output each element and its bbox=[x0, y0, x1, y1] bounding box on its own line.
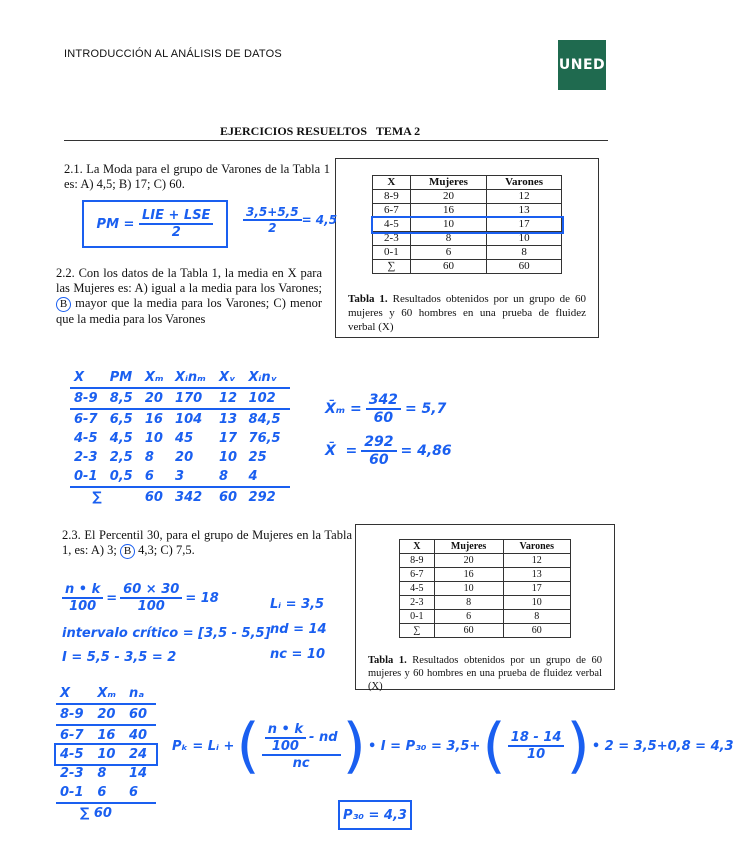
hw-cell: 4-5 bbox=[74, 431, 98, 446]
table-cell: 6-7 bbox=[400, 568, 435, 582]
caption-text: Resultados obtenidos por un grupo de 60 mujeres y 60 hombres en una prueba de fluidez verbal (X) bbox=[368, 655, 602, 692]
fraction-numerator: n • k bbox=[62, 582, 103, 599]
hw-cell bbox=[106, 487, 141, 507]
formula-minus: - nd bbox=[309, 730, 338, 745]
hw-cell: 24 bbox=[129, 747, 148, 762]
table-cell: 60 bbox=[487, 260, 562, 274]
question-text: El Percentil 30, para el grupo de Mujeres en la Tabla 1, es: A) 3; bbox=[62, 528, 352, 557]
hw-header: Xᵥ bbox=[218, 370, 236, 385]
table-cell: 60 bbox=[503, 624, 570, 638]
table-row bbox=[373, 190, 562, 204]
question-2-3 bbox=[62, 528, 352, 559]
mean-label: X̄ = bbox=[325, 443, 358, 459]
caption-text: Resultados obtenidos por un grupo de 60 mujeres y 60 hombres en una prueba de fluidez verbal (X) bbox=[348, 293, 586, 333]
question-text: mayor que la media para los Varones; C) menor que la media para los Varones bbox=[56, 296, 322, 326]
mean-label: X̄ₘ = bbox=[325, 401, 362, 417]
hw-cell: 12 bbox=[218, 391, 238, 406]
table-row bbox=[400, 610, 571, 624]
question-number: 2.3. bbox=[62, 528, 81, 542]
table-cell: 8-9 bbox=[373, 190, 411, 204]
data-table bbox=[372, 175, 562, 274]
nk-calculation bbox=[62, 582, 219, 614]
hw-cell: 8,5 bbox=[109, 391, 133, 406]
table-cell: 60 bbox=[410, 260, 486, 274]
critical-interval: intervalo crítico = [3,5 - 5,5] bbox=[62, 626, 271, 641]
hw-cell: 40 bbox=[129, 728, 148, 743]
table-caption bbox=[348, 292, 586, 334]
table-cell: 20 bbox=[434, 554, 503, 568]
answer-box: P₃₀ = 4,3 bbox=[338, 800, 412, 830]
hw-row bbox=[70, 409, 290, 429]
hw-cell: 45 bbox=[175, 431, 194, 446]
hw-cell: ∑ 60 bbox=[80, 806, 112, 821]
hw-cell: 60 bbox=[129, 707, 148, 722]
hw-cell: ∑ bbox=[92, 490, 102, 505]
table-cell: 13 bbox=[487, 204, 562, 218]
hw-cell: 20 bbox=[144, 391, 163, 406]
hw-cell: 3 bbox=[175, 469, 185, 484]
fraction-numerator: 292 bbox=[361, 434, 396, 452]
formula-lhs: Pₖ = Lᵢ + bbox=[172, 738, 235, 754]
table-cell: 16 bbox=[434, 568, 503, 582]
hw-cell: 170 bbox=[175, 391, 203, 406]
lower-limit: Lᵢ = 3,5 bbox=[270, 597, 325, 612]
hw-cell: 4 bbox=[248, 469, 258, 484]
table-row bbox=[400, 582, 571, 596]
header-title: INTRODUCCIÓN AL ANÁLISIS DE DATOS bbox=[64, 48, 282, 60]
hw-cell: 6,5 bbox=[109, 412, 133, 427]
table-row-highlighted bbox=[373, 218, 562, 232]
hw-cell: 292 bbox=[248, 490, 276, 505]
fraction-denominator: 100 bbox=[137, 599, 165, 614]
fraction-denominator: 2 bbox=[268, 221, 277, 235]
hw-cell: 0-1 bbox=[74, 469, 98, 484]
calc-fraction bbox=[120, 582, 182, 614]
hw-cell: 17 bbox=[218, 431, 238, 446]
table-cell: ∑ bbox=[373, 260, 411, 274]
fraction-numerator: 3,5+5,5 bbox=[243, 205, 302, 221]
table-cell: 12 bbox=[487, 190, 562, 204]
table-row-sum bbox=[400, 624, 571, 638]
table-row bbox=[400, 554, 571, 568]
hw-row bbox=[56, 783, 156, 803]
mean-result: = 5,7 bbox=[404, 401, 447, 417]
question-number: 2.1. bbox=[64, 162, 83, 176]
hw-row bbox=[56, 725, 156, 745]
paren-open: ( bbox=[482, 711, 506, 781]
table-cell: 6-7 bbox=[373, 204, 411, 218]
table-cell: 20 bbox=[410, 190, 486, 204]
table-cell: 10 bbox=[434, 582, 503, 596]
hw-cell: 6 bbox=[144, 469, 154, 484]
hw-cell: 6 bbox=[129, 785, 139, 800]
fraction-numerator bbox=[262, 722, 341, 756]
hw-cell: 20 bbox=[97, 707, 116, 722]
formula-fraction bbox=[262, 722, 341, 771]
hw-cell: 6-7 bbox=[74, 412, 98, 427]
hw-cumulative-table bbox=[56, 684, 156, 823]
nc-value: nc = 10 bbox=[270, 647, 325, 662]
table-row bbox=[400, 568, 571, 582]
caption-label: Tabla 1. bbox=[348, 293, 388, 305]
hw-sum-row bbox=[56, 803, 156, 823]
table-cell: 6 bbox=[434, 610, 503, 624]
table-cell: 8 bbox=[487, 246, 562, 260]
hw-cell: 10 bbox=[218, 450, 238, 465]
hw-cell: 2,5 bbox=[109, 450, 133, 465]
table-cell: 13 bbox=[503, 568, 570, 582]
hw-row bbox=[70, 429, 290, 448]
table-cell: 8 bbox=[434, 596, 503, 610]
hw-cell: 6 bbox=[97, 785, 107, 800]
nk-fraction bbox=[62, 582, 103, 614]
calc-result: = 4,5 bbox=[301, 213, 338, 227]
table-cell: 10 bbox=[487, 232, 562, 246]
hw-cell: 4-5 bbox=[60, 747, 84, 762]
table-cell: 2-3 bbox=[373, 232, 411, 246]
hw-cell: 8-9 bbox=[74, 391, 98, 406]
hw-cell: 0,5 bbox=[109, 469, 133, 484]
percentile-formula bbox=[172, 711, 734, 781]
table-cell: 0-1 bbox=[373, 246, 411, 260]
table-cell: 12 bbox=[503, 554, 570, 568]
table-row bbox=[400, 596, 571, 610]
fraction-numerator: n • k bbox=[265, 722, 306, 739]
table-cell: 60 bbox=[434, 624, 503, 638]
hw-header: Xₘ bbox=[144, 370, 164, 385]
paren-open: ( bbox=[236, 711, 260, 781]
table-cell: 4-5 bbox=[373, 218, 411, 232]
table-cell: 10 bbox=[410, 218, 486, 232]
fraction-denominator: 100 bbox=[69, 599, 97, 614]
question-2-1 bbox=[64, 162, 330, 192]
interval-width: I = 5,5 - 3,5 = 2 bbox=[62, 650, 177, 665]
hw-row bbox=[56, 704, 156, 725]
hw-cell: 0-1 bbox=[60, 785, 84, 800]
hw-cell: 14 bbox=[129, 766, 148, 781]
section-title: EJERCICIOS RESUELTOS TEMA 2 bbox=[220, 124, 421, 138]
hw-cell: 2-3 bbox=[74, 450, 98, 465]
hw-cell: 25 bbox=[248, 450, 267, 465]
question-2-2 bbox=[56, 266, 322, 327]
hw-cell: 60 bbox=[218, 490, 238, 505]
hw-header: X bbox=[74, 370, 85, 385]
calc-result: = 18 bbox=[185, 590, 219, 606]
hw-cell: 84,5 bbox=[248, 412, 281, 427]
hw-cell: 10 bbox=[97, 747, 116, 762]
hw-cell: 60 bbox=[144, 490, 163, 505]
paren-close: ) bbox=[342, 711, 366, 781]
hw-cell: 102 bbox=[248, 391, 276, 406]
mean-result: = 4,86 bbox=[400, 443, 452, 459]
fraction-numerator: 60 × 30 bbox=[120, 582, 182, 599]
hw-cell: 13 bbox=[218, 412, 238, 427]
equals-sign: = bbox=[106, 590, 118, 606]
mean-men bbox=[325, 434, 452, 468]
value-fraction bbox=[508, 730, 565, 762]
table1-box bbox=[335, 158, 599, 338]
table-row-sum bbox=[373, 260, 562, 274]
table-cell: 17 bbox=[487, 218, 562, 232]
table-row bbox=[373, 204, 562, 218]
mean-women bbox=[325, 392, 446, 426]
hw-cell: 16 bbox=[97, 728, 116, 743]
question-number: 2.2. bbox=[56, 266, 75, 280]
nd-value: nd = 14 bbox=[270, 622, 327, 637]
fraction-numerator: 18 - 14 bbox=[508, 730, 565, 747]
fraction-denominator: 100 bbox=[271, 738, 299, 754]
pm-fraction bbox=[139, 208, 213, 240]
caption-label: Tabla 1. bbox=[368, 655, 407, 666]
table-row bbox=[373, 232, 562, 246]
fraction-denominator: 2 bbox=[171, 225, 181, 240]
hw-row-highlighted bbox=[56, 745, 156, 764]
table-cell: 4-5 bbox=[400, 582, 435, 596]
fraction-numerator: 342 bbox=[366, 392, 401, 410]
hw-header: Xᵢnₘ bbox=[175, 370, 206, 385]
hw-header: X bbox=[60, 686, 71, 701]
hw-cell: 342 bbox=[175, 490, 203, 505]
hw-cell: 8 bbox=[144, 450, 154, 465]
formula-mid: • I = P₃₀ = 3,5+ bbox=[367, 738, 481, 754]
pm-label: PM = bbox=[96, 216, 135, 232]
table-header: X bbox=[400, 540, 435, 554]
hw-cell: 10 bbox=[144, 431, 163, 446]
section-rule bbox=[64, 140, 608, 141]
hw-row bbox=[56, 764, 156, 783]
table-header: X bbox=[373, 176, 411, 190]
hw-header: PM bbox=[109, 370, 133, 385]
fraction-denominator: 10 bbox=[527, 747, 546, 762]
table-cell: 8 bbox=[410, 232, 486, 246]
table-caption bbox=[368, 654, 602, 693]
table-header: Mujeres bbox=[410, 176, 486, 190]
hw-cell: 8 bbox=[97, 766, 107, 781]
fraction-denominator: 60 bbox=[369, 452, 389, 468]
formula-tail: • 2 = 3,5+0,8 = 4,3 bbox=[591, 738, 734, 754]
fraction-numerator: LIE + LSE bbox=[139, 208, 213, 225]
hw-means-table bbox=[70, 368, 290, 507]
pm-calculation bbox=[243, 205, 337, 235]
fraction-denominator: nc bbox=[292, 755, 310, 771]
table-row bbox=[373, 246, 562, 260]
circled-answer: B bbox=[56, 297, 71, 312]
pm-formula-box bbox=[82, 200, 228, 248]
hw-row bbox=[70, 448, 290, 467]
table-cell: 8 bbox=[503, 610, 570, 624]
inner-fraction bbox=[265, 722, 306, 754]
paren-close: ) bbox=[566, 711, 590, 781]
table-cell: 6 bbox=[410, 246, 486, 260]
hw-cell: 8 bbox=[218, 469, 229, 484]
hw-cell: 20 bbox=[175, 450, 194, 465]
data-table bbox=[399, 539, 571, 638]
table1-box-copy bbox=[355, 524, 615, 690]
hw-header: nₐ bbox=[129, 686, 145, 701]
table-header: Mujeres bbox=[434, 540, 503, 554]
table-cell: 8-9 bbox=[400, 554, 435, 568]
hw-row bbox=[70, 467, 290, 487]
question-text: Con los datos de la Tabla 1, la media en X para las Mujeres es: A) igual a la media para los Varones; bbox=[56, 266, 323, 295]
hw-cell: 2-3 bbox=[60, 766, 84, 781]
table-cell: ∑ bbox=[400, 624, 435, 638]
fraction-denominator: 60 bbox=[373, 410, 394, 426]
hw-sum-row bbox=[70, 487, 290, 507]
table-header: Varones bbox=[487, 176, 562, 190]
uned-logo: UNED bbox=[558, 40, 606, 90]
hw-cell: 104 bbox=[175, 412, 203, 427]
hw-cell: 4,5 bbox=[109, 431, 133, 446]
hw-row bbox=[70, 388, 290, 409]
circled-answer: B bbox=[120, 544, 135, 559]
mean-fraction bbox=[361, 434, 396, 468]
hw-cell: 8-9 bbox=[60, 707, 84, 722]
calc-fraction bbox=[243, 205, 302, 235]
question-text: 4,3; C) 7,5. bbox=[134, 543, 195, 557]
table-cell: 17 bbox=[503, 582, 570, 596]
table-cell: 16 bbox=[410, 204, 486, 218]
mean-fraction bbox=[366, 392, 401, 426]
table-cell: 2-3 bbox=[400, 596, 435, 610]
hw-header: Xᵢnᵥ bbox=[248, 370, 278, 385]
hw-cell: 6-7 bbox=[60, 728, 84, 743]
table-cell: 0-1 bbox=[400, 610, 435, 624]
table-cell: 10 bbox=[503, 596, 570, 610]
hw-cell: 76,5 bbox=[248, 431, 281, 446]
hw-cell: 16 bbox=[144, 412, 163, 427]
hw-header: Xₘ bbox=[97, 686, 117, 701]
question-text: La Moda para el grupo de Varones de la Tabla 1 es: A) 4,5; B) 17; C) 60. bbox=[64, 162, 330, 191]
table-header: Varones bbox=[503, 540, 570, 554]
